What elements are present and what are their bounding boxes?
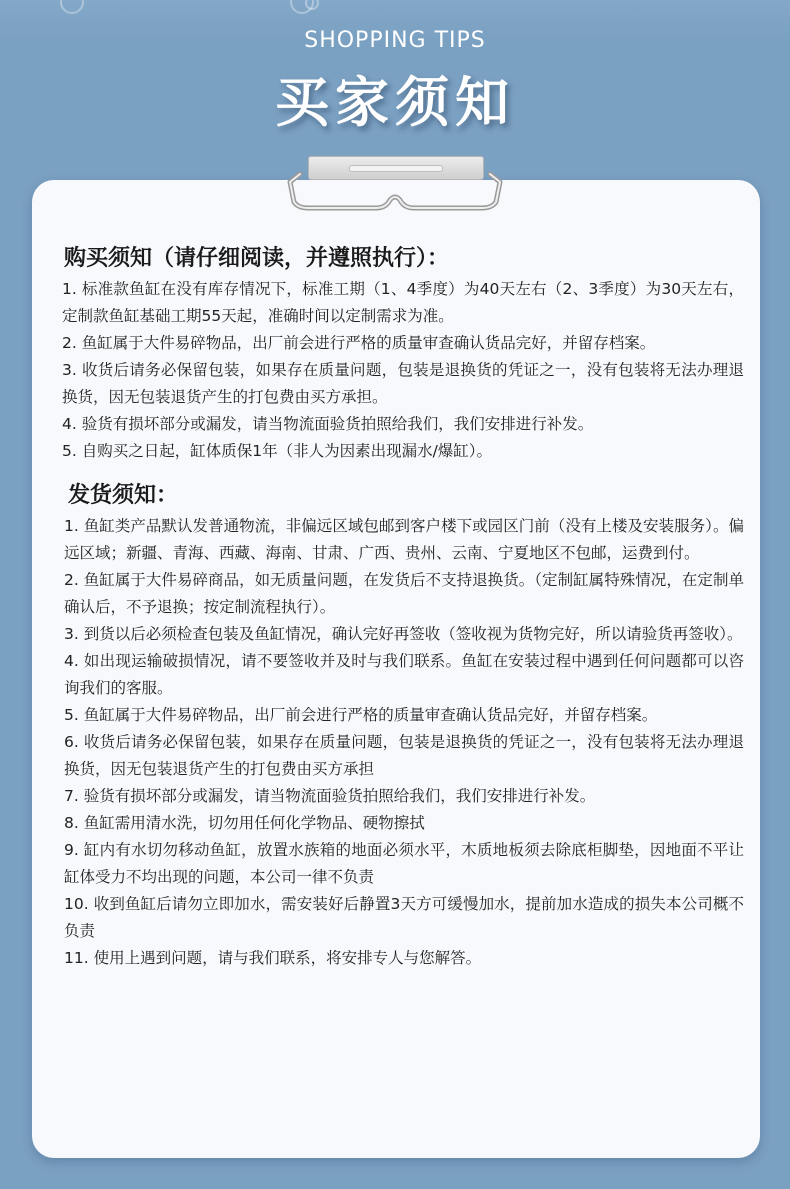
list-item: 8. 鱼缸需用清水洗，切勿用任何化学物品、硬物擦拭 — [64, 814, 425, 832]
list-item: 9. 缸内有水切勿移动鱼缸，放置水族箱的地面必须水平，木质地板须去除底柜脚垫，因地面不平让缸体受力不均出现的问题，本公司一律不负责 — [64, 841, 744, 886]
list-item: 5. 自购买之日起，缸体质保1年（非人为因素出现漏水/爆缸）。 — [62, 442, 493, 460]
list-item: 5. 鱼缸属于大件易碎物品，出厂前会进行严格的质量审查确认货品完好，并留存档案。 — [64, 706, 658, 724]
list-item: 4. 如出现运输破损情况，请不要签收并及时与我们联系。鱼缸在安装过程中遇到任何问题都可以咨询我们的客服。 — [64, 652, 744, 697]
list-item: 6. 收货后请务必保留包装，如果存在质量问题，包装是退换货的凭证之一，没有包装将无法办理退换货，因无包装退货产生的打包费由买方承担 — [64, 733, 744, 778]
list-item: 11. 使用上遇到问题，请与我们联系，将安排专人与您解答。 — [64, 949, 482, 967]
shipping-section — [64, 479, 744, 972]
purchase-section — [64, 242, 744, 465]
list-item: 10. 收到鱼缸后请勿立即加水，需安装好后静置3天方可缓慢加水，提前加水造成的损失本公司概不负责 — [64, 895, 744, 940]
list-item: 3. 收货后请务必保留包装，如果存在质量问题，包装是退换货的凭证之一，没有包装将无法办理退换货，因无包装退货产生的打包费由买方承担。 — [62, 361, 745, 406]
notice-content — [64, 242, 744, 972]
list-item: 1. 标准款鱼缸在没有库存情况下，标准工期（1、4季度）为40天左右（2、3季度）为30天左右，定制款鱼缸基础工期55天起，准确时间以定制需求为准。 — [62, 280, 744, 325]
list-item: 7. 验货有损坏部分或漏发，请当物流面验货拍照给我们，我们安排进行补发。 — [64, 787, 596, 805]
list-item: 1. 鱼缸类产品默认发普通物流，非偏远区域包邮到客户楼下或园区门前（没有上楼及安装服务）。偏远区域；新疆、青海、西藏、海南、甘肃、广西、贵州、云南、宁夏地区不包邮，运费到付。 — [64, 517, 744, 562]
list-item: 4. 验货有损坏部分或漏发，请当物流面验货拍照给我们，我们安排进行补发。 — [62, 415, 594, 433]
list-item: 2. 鱼缸属于大件易碎商品，如无质量问题，在发货后不支持退换货。（定制缸属特殊情况，在定制单确认后，不予退换；按定制流程执行）。 — [64, 571, 744, 616]
clipboard-clip-icon — [286, 156, 504, 216]
purchase-title: 购买须知（请仔细阅读，并遵照执行）： — [64, 246, 450, 271]
shipping-title: 发货须知： — [68, 483, 179, 508]
header-subtitle: SHOPPING TIPS — [304, 28, 486, 53]
list-item: 2. 鱼缸属于大件易碎物品，出厂前会进行严格的质量审查确认货品完好，并留存档案。 — [62, 334, 656, 352]
list-item: 3. 到货以后必须检查包装及鱼缸情况，确认完好再签收（签收视为货物完好，所以请验货再签收）。 — [64, 625, 743, 643]
page-title: 买家须知 — [275, 71, 515, 134]
